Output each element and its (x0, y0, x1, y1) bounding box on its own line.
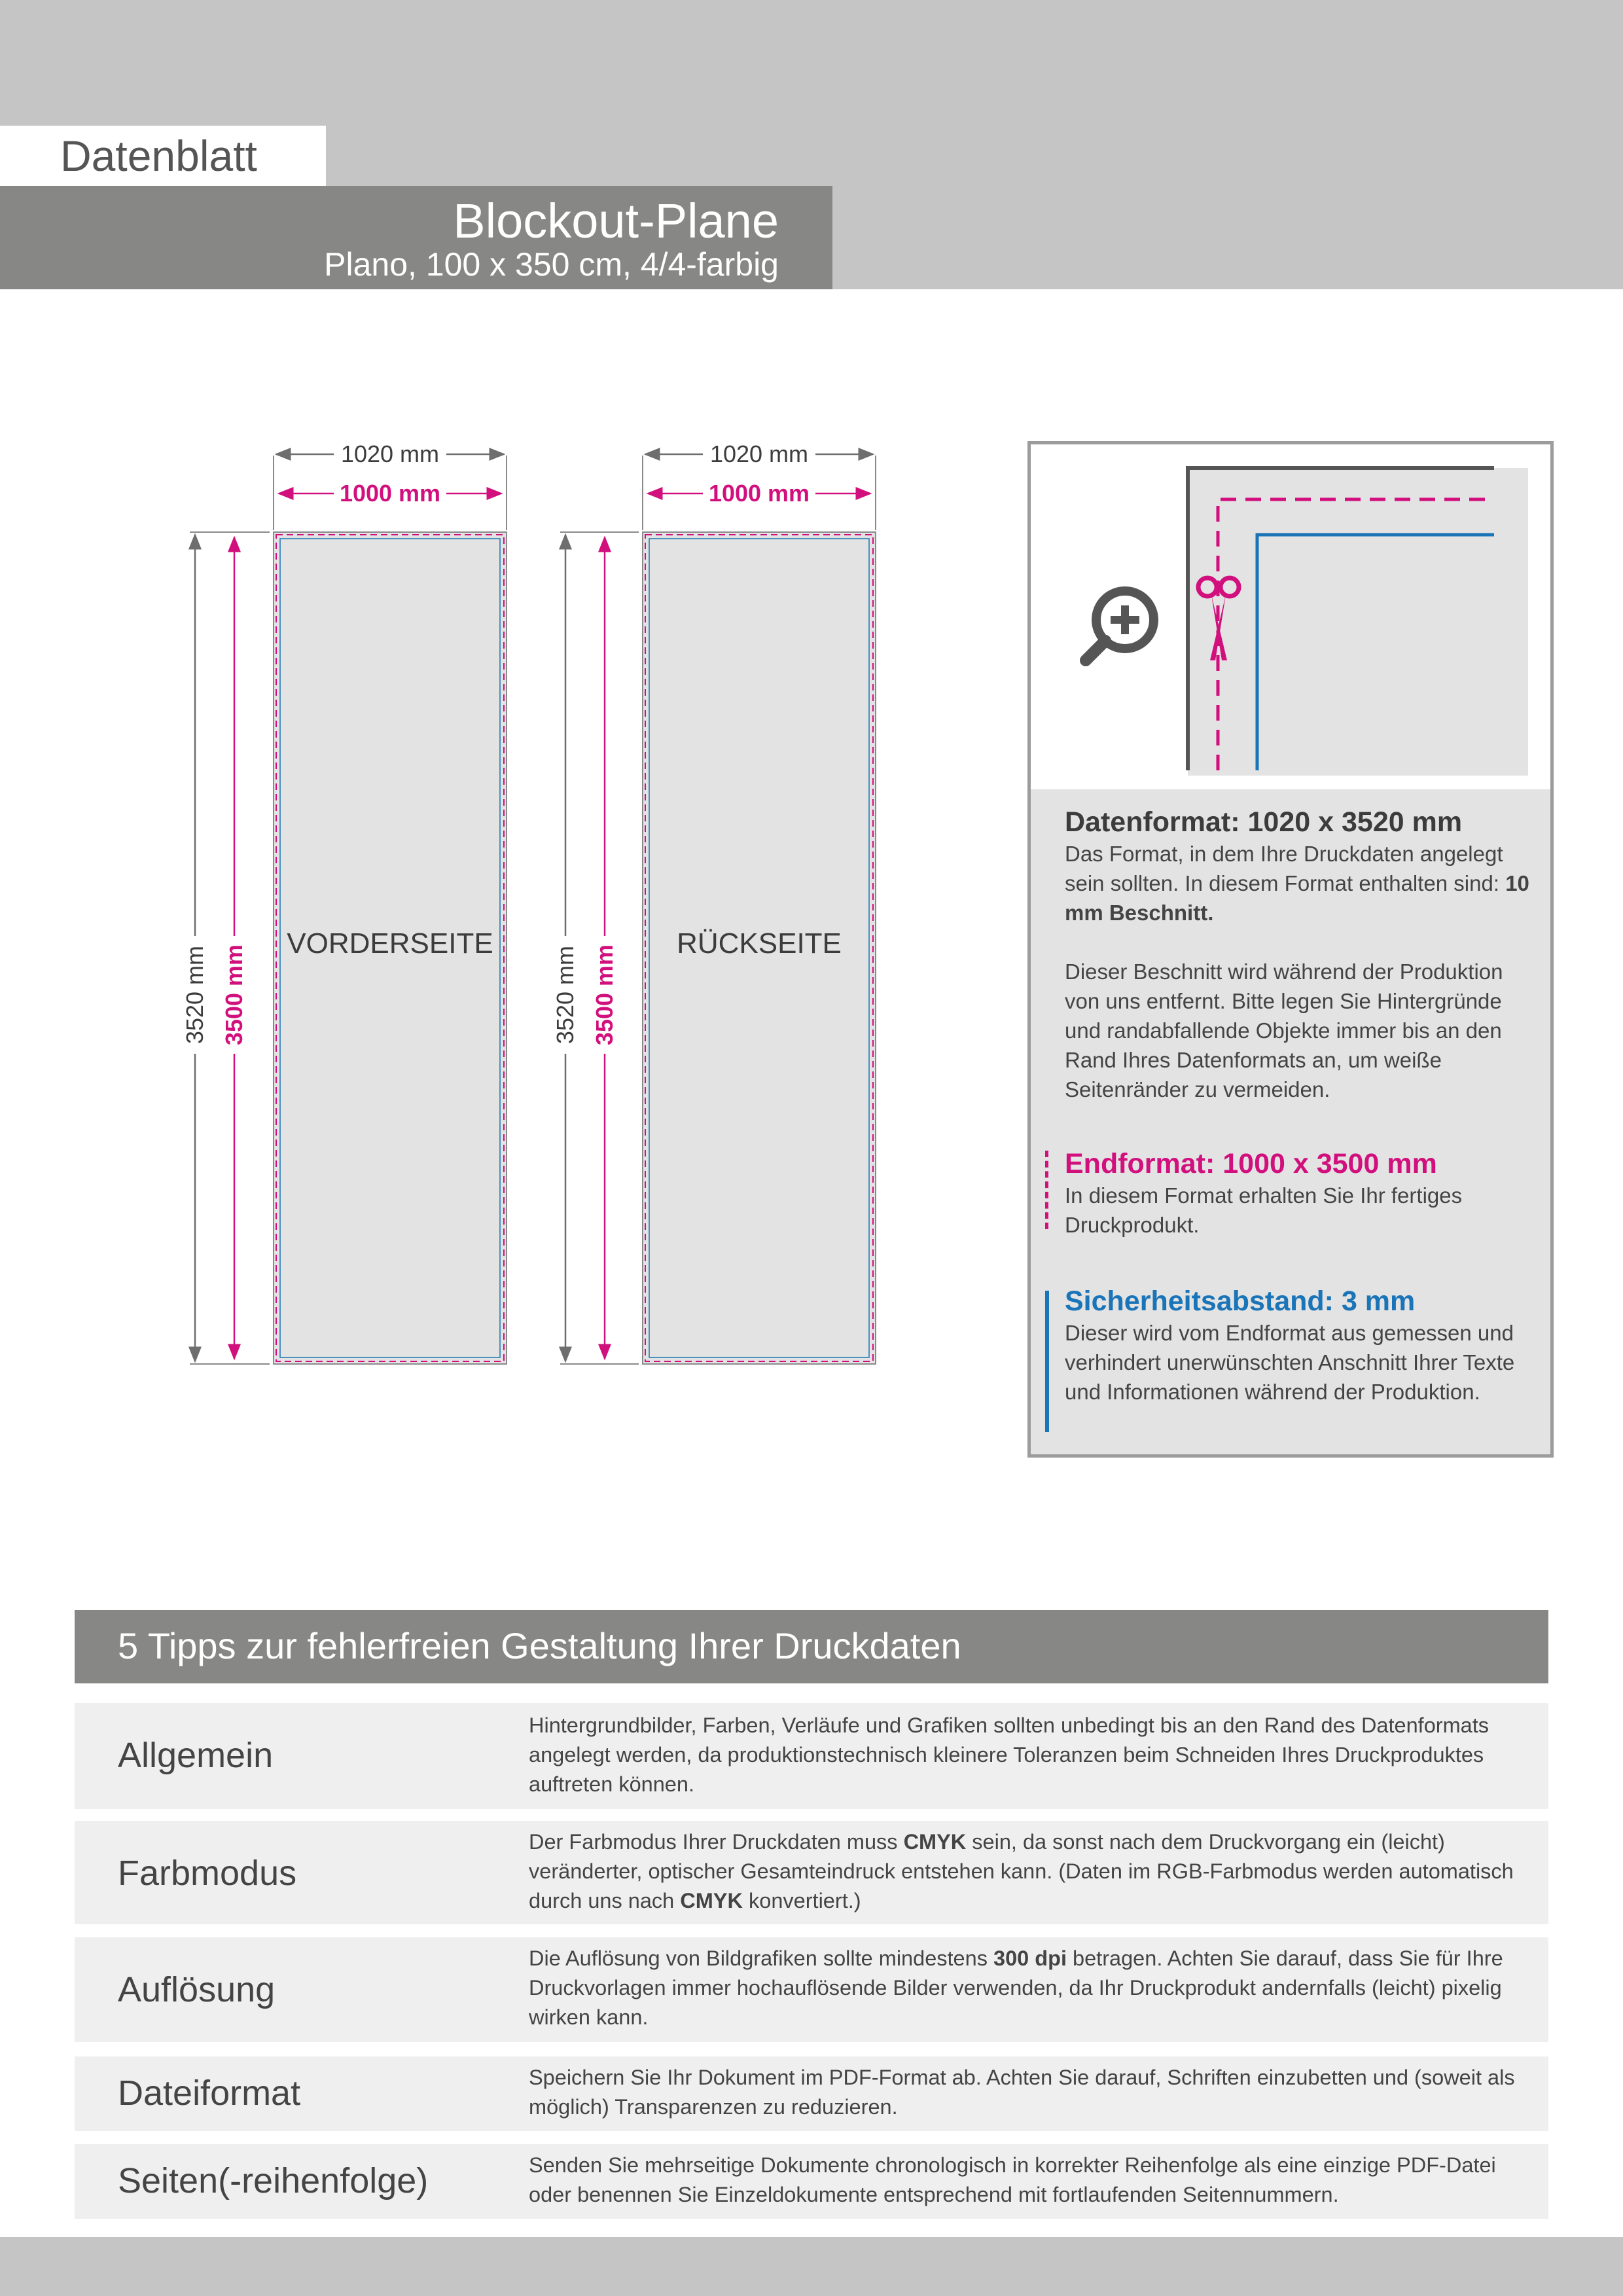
datenformat-section (1065, 805, 1539, 1104)
tip-row-seiten (75, 2144, 1548, 2219)
endformat-marker (1045, 1151, 1048, 1229)
tip-text: Speichern Sie Ihr Dokument im PDF-Format ab. Achten Sie darauf, Schriften einzubetten und (soweit als möglich) Transparenzen zu reduzieren. (529, 2066, 1515, 2119)
tip-row-farbmodus (75, 1821, 1548, 1924)
datenformat-text-1-bold: 10 mm Beschnitt. (1065, 871, 1529, 925)
tip-text (529, 1944, 1535, 2032)
sicherheit-marker (1045, 1291, 1049, 1432)
endformat-section (1065, 1147, 1539, 1240)
sicherheit-heading: Sicherheitsabstand: 3 mm (1065, 1285, 1416, 1317)
tip-label: Seiten(-reihenfolge) (118, 2161, 429, 2200)
front-outer-height-label: 3520 mm (181, 945, 208, 1045)
front-outer-width-label: 1020 mm (340, 440, 440, 467)
front-side-label: VORDERSEITE (287, 927, 493, 960)
page-title: Blockout-Plane (453, 194, 779, 248)
tip-text: Hintergrundbilder, Farben, Verläufe und Grafiken sollten unbedingt bis an den Rand des Datenformats angelegt werden, da produktionstechnisch kleinere Toleranzen beim Schneiden Ihres Druckproduktes auftreten können. (529, 1713, 1489, 1796)
tip-text-part: Die Auflösung von Bildgrafiken sollte mindestens (529, 1946, 993, 1970)
tip-text-bold: CMYK (903, 1830, 967, 1854)
tip-text (529, 1827, 1535, 1916)
legend-text-panel (1027, 789, 1554, 1458)
tips-header (75, 1610, 1548, 1683)
back-outer-height-label: 3520 mm (552, 945, 579, 1045)
tip-row-dateiformat (75, 2056, 1548, 2131)
legend-zoom-panel (1027, 441, 1554, 795)
datenformat-heading: Datenformat: 1020 x 3520 mm (1065, 806, 1463, 838)
zoom-plus-icon (1086, 591, 1154, 660)
page-subtitle: Plano, 100 x 350 cm, 4/4-farbig (324, 246, 779, 283)
datenformat-text-1 (1065, 839, 1539, 927)
footer-bar (0, 2237, 1623, 2296)
tip-label: Auflösung (118, 1970, 276, 2009)
endformat-text: In diesem Format erhalten Sie Ihr fertiges Druckprodukt. (1065, 1183, 1463, 1237)
format-diagram (0, 425, 982, 1407)
tip-label: Dateiformat (118, 2073, 301, 2113)
tip-text: Senden Sie mehrseitige Dokumente chronologisch in korrekter Reihenfolge als eine einzige PDF-Datei oder benennen Sie Einzeldokumente entsprechend mit fortlaufenden Seitennummern. (529, 2153, 1496, 2206)
back-inner-width-label: 1000 mm (708, 480, 810, 507)
tip-text-part: sein, da sonst nach dem Druckvorgang ein (leicht) veränderter, optischer Gesamteindruck entstehen kann. (Daten im RGB-Farbmodus werden automatisch durch uns nach (529, 1830, 1514, 1912)
datenformat-text-2: Dieser Beschnitt wird während der Produktion von uns entfernt. Bitte legen Sie Hintergründe und randabfallende Objekte immer bis an den Rand Ihres Datenformats an, um weiße Seitenränder zu vermeiden. (1065, 960, 1503, 1102)
tip-row-allgemein (75, 1703, 1548, 1809)
endformat-heading: Endformat: 1000 x 3500 mm (1065, 1148, 1437, 1179)
front-side-diagram (181, 440, 507, 1364)
back-inner-height-label: 3500 mm (591, 944, 618, 1046)
front-inner-width-label: 1000 mm (339, 480, 441, 507)
sicherheit-section (1065, 1284, 1539, 1407)
back-outer-width-label: 1020 mm (709, 440, 809, 467)
tip-text-bold: CMYK (680, 1889, 743, 1912)
tip-text-bold: 300 dpi (993, 1946, 1067, 1970)
sicherheit-text: Dieser wird vom Endformat aus gemessen und verhindert unerwünschten Anschnitt Ihrer Texte und Informationen während der Produktion. (1065, 1321, 1515, 1404)
tips-title: 5 Tipps zur fehlerfreien Gestaltung Ihrer Druckdaten (118, 1625, 961, 1666)
tip-text-part: betragen. Achten Sie darauf, dass Sie für Ihre Druckvorlagen immer hochauflösende Bilder verwenden, da Ihr Druckprodukt andernfalls (leicht) pixelig wirken kann. (529, 1946, 1503, 2029)
title-banner (0, 186, 832, 289)
tip-text-part: Der Farbmodus Ihrer Druckdaten muss (529, 1830, 904, 1854)
datenformat-text-1-main: Das Format, in dem Ihre Druckdaten angelegt sein sollten. In diesem Format enthalten sind: (1065, 842, 1506, 895)
datenblatt-label: Datenblatt (60, 132, 257, 180)
tip-label: Allgemein (118, 1736, 274, 1775)
tip-row-aufloesung (75, 1937, 1548, 2042)
tip-text-part: konvertiert.) (742, 1889, 861, 1912)
tip-label: Farbmodus (118, 1854, 297, 1893)
back-side-diagram (551, 440, 876, 1364)
back-side-label: RÜCKSEITE (677, 927, 842, 960)
front-inner-height-label: 3500 mm (221, 944, 247, 1046)
corner-zoom-illustration (1031, 444, 1550, 791)
